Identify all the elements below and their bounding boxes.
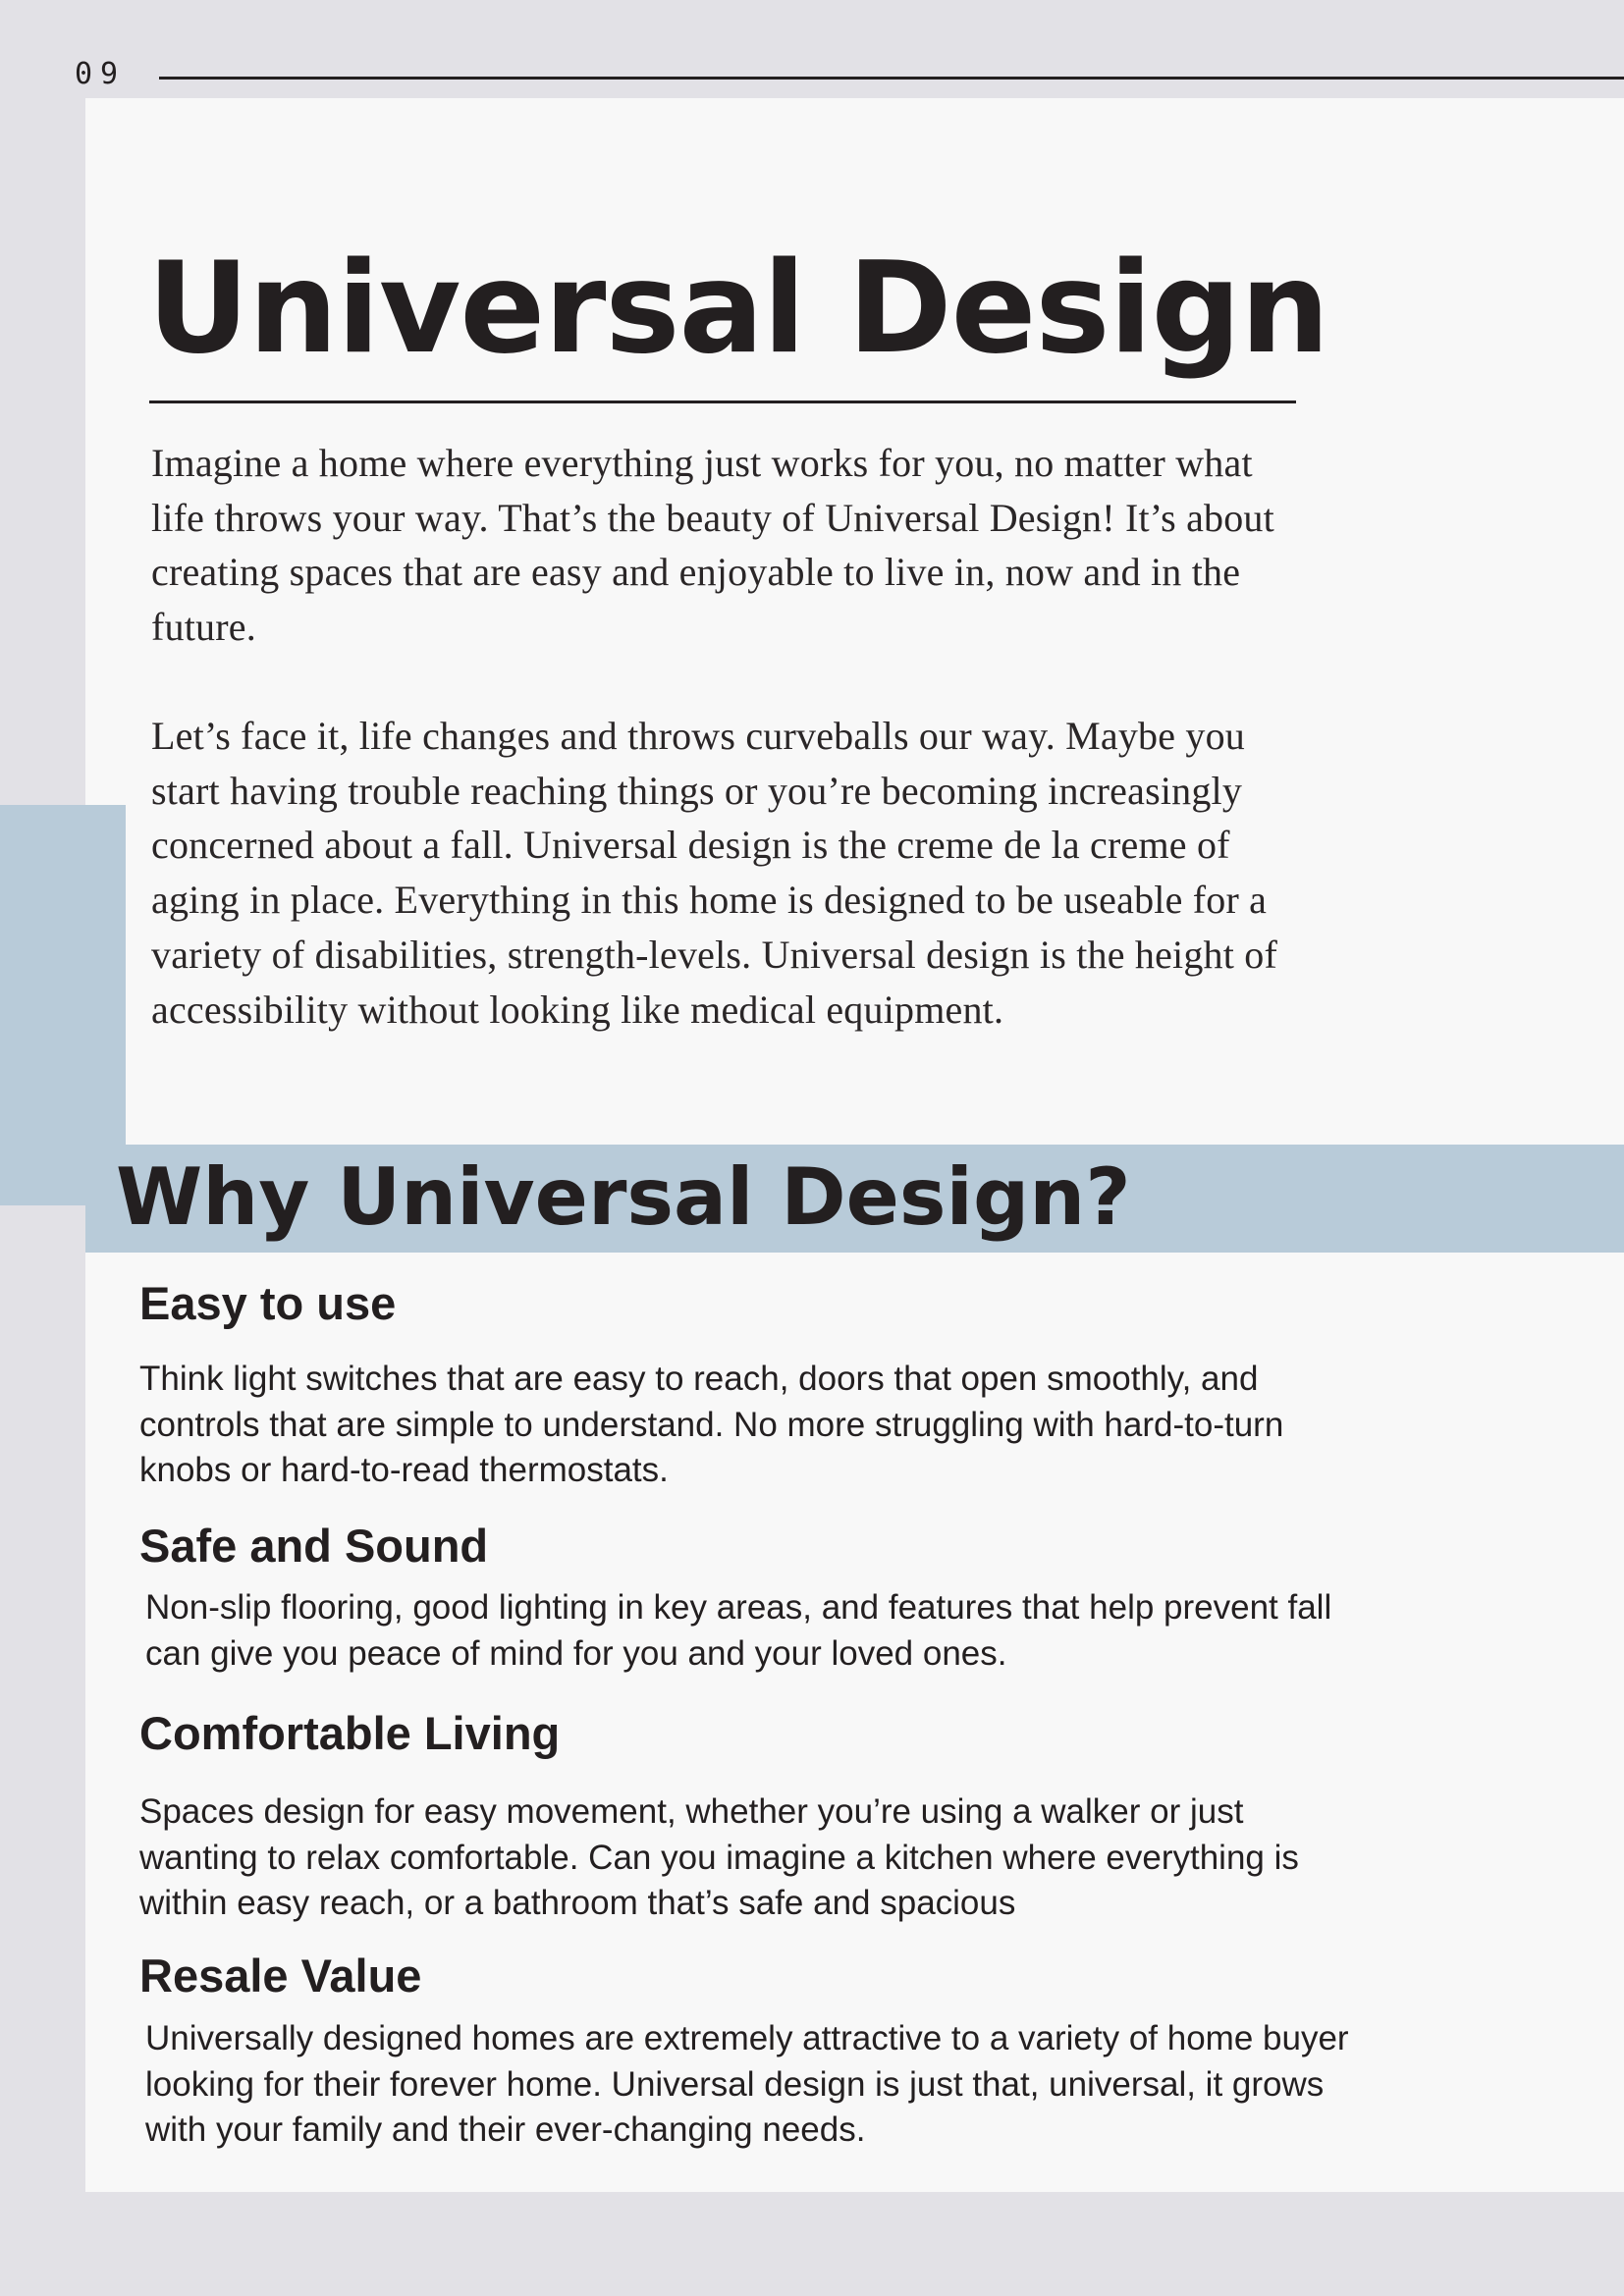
page-title: Universal Design xyxy=(147,236,1329,382)
benefit-text: Non-slip flooring, good lighting in key areas, and features that help prevent fall can give you peace of mind for you and your loved ones. xyxy=(145,1588,1332,1673)
title-rule xyxy=(149,400,1296,403)
benefit-text: Universally designed homes are extremely attractive to a variety of home buyer looking for their forever home. Universal design is just that, universal, it grows with your family and their ever-changing needs. xyxy=(145,2019,1349,2149)
header-rule xyxy=(159,77,1624,80)
benefit-text: Think light switches that are easy to reach, doors that open smoothly, and controls that are simple to understand. No more struggling with hard-to-turn knobs or hard-to-read thermostats. xyxy=(139,1360,1284,1489)
benefit-heading: Easy to use xyxy=(139,1277,397,1329)
benefit-text: Spaces design for easy movement, whether you’re using a walker or just wanting to relax comfortable. Can you imagine a kitchen where everything is within easy reach, or a bathroom that’s safe and spacious xyxy=(139,1792,1299,1922)
benefit-heading: Resale Value xyxy=(139,1949,422,2002)
intro-paragraph: Imagine a home where everything just works for you, no matter what life throws your way. That’s the beauty of Universal Design! It’s about creating spaces that are easy and enjoyable to live in, now and in the future. xyxy=(151,441,1274,650)
intro-paragraph: Let’s face it, life changes and throws curveballs our way. Maybe you start having trouble reaching things or you’re becoming increasingly concerned about a fall. Universal design is the creme de la creme of aging in place. Everything in this home is designed to be useable for a variety of disabilities, strength-levels. Universal design is the height of accessibility without looking like medical equipment. xyxy=(151,714,1277,1032)
section-heading: Why Universal Design? xyxy=(116,1151,1131,1243)
benefit-heading: Safe and Sound xyxy=(139,1520,489,1572)
benefit-heading: Comfortable Living xyxy=(139,1707,561,1759)
page-number: 09 xyxy=(75,57,127,91)
